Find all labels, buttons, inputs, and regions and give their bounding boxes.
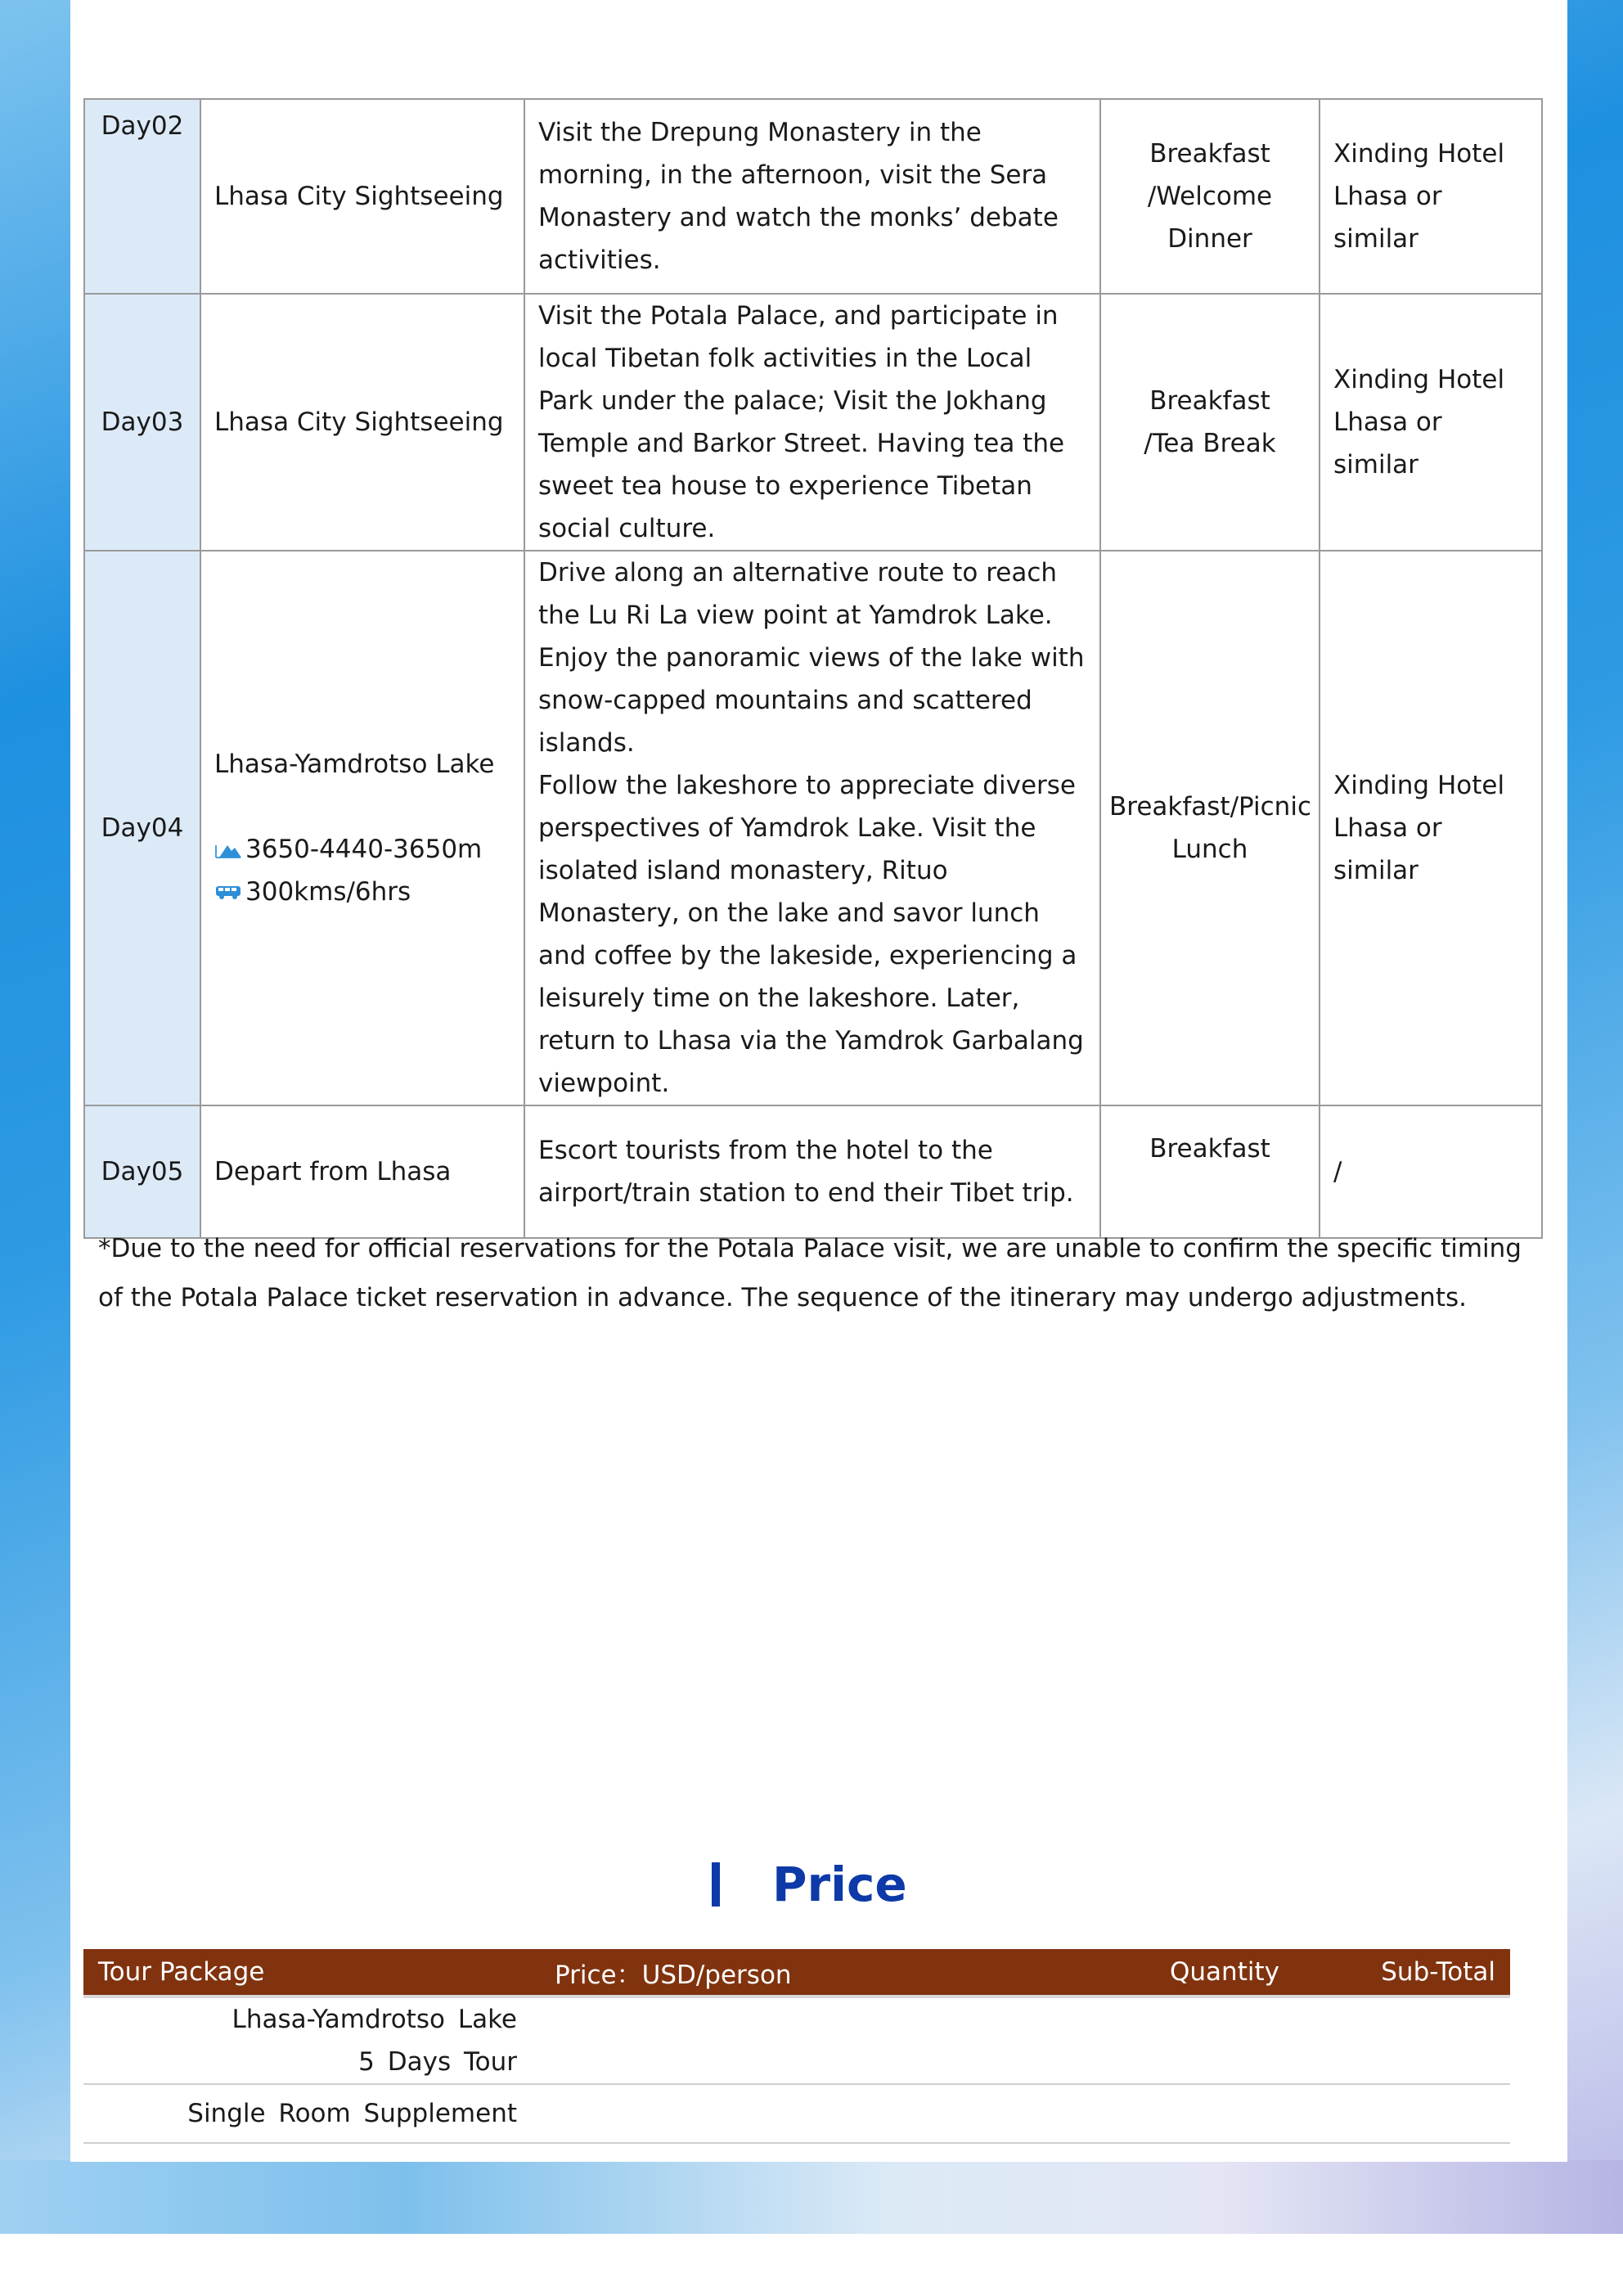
title-bar-marker <box>712 1862 720 1907</box>
price-row <box>83 1997 1510 2084</box>
meal-line: Lunch <box>1171 835 1248 864</box>
package-cell <box>83 2084 542 2143</box>
meal-line: /Tea Break <box>1144 429 1276 458</box>
route-name: Lhasa-Yamdrotso Lake <box>214 750 495 779</box>
route-cell: Lhasa City Sightseeing <box>200 99 524 294</box>
quantity-cell <box>1016 1997 1343 2084</box>
page-frame-bottom <box>0 2160 1623 2234</box>
price-cell <box>542 2084 1016 2143</box>
reservation-note: *Due to the need for official reservations for the Potala Palace visit, we are unable to confirm the specific timing of the Potala Palace ticket reservation in advance. The sequence of the itinerary may undergo adjustments. <box>98 1234 1522 1312</box>
description-cell: Escort tourists from the hotel to the airport/train station to end their Tibet trip. <box>524 1105 1100 1238</box>
meals-cell <box>1100 551 1320 1105</box>
hotel-line: Xinding Hotel <box>1333 139 1505 169</box>
price-row <box>83 2084 1510 2143</box>
hotel-cell <box>1320 294 1542 551</box>
package-line: 5 Days Tour <box>358 2047 517 2077</box>
hotel-cell <box>1320 99 1542 294</box>
day-label: Day04 <box>84 551 200 1105</box>
hotel-cell <box>1320 551 1542 1105</box>
subtotal-cell <box>1343 1997 1510 2084</box>
day-label: Day02 <box>84 99 200 294</box>
meal-line: /Welcome <box>1147 182 1273 211</box>
itinerary-table <box>83 98 1543 1239</box>
day-label: Day03 <box>84 294 200 551</box>
altitude-row <box>214 828 510 871</box>
header-subtotal: Sub-Total <box>1343 1949 1510 1997</box>
itinerary-row-day05 <box>84 1105 1542 1238</box>
hotel-line: Xinding Hotel <box>1333 365 1505 394</box>
description-cell <box>524 551 1100 1105</box>
price-title-text: Price <box>772 1857 907 1912</box>
description-cell: Visit the Potala Palace, and participate in local Tibetan folk activities in the Local Park under the palace; Visit the Jokhang Temple and Barkor Street. Having tea the sweet tea house to experience Tibetan social culture. <box>524 294 1100 551</box>
header-price: Price：USD/person <box>542 1949 1016 1997</box>
meal-line: Breakfast <box>1149 386 1270 416</box>
description-part2: Follow the lakeshore to appreciate diverse perspectives of Yamdrok Lake. Visit the isolated island monastery, Rituo Monastery, on the lake and savor lunch and coffee by the lakeside, experiencing a leisurely time on the lakeshore. Later, return to Lhasa via the Yamdrok Garbalang viewpoint. <box>538 771 1084 1098</box>
meal-line: Breakfast <box>1149 139 1270 169</box>
package-line: Lhasa-Yamdrotso Lake <box>232 2005 517 2034</box>
header-tour-package: Tour Package <box>83 1949 542 1997</box>
itinerary-row-day04 <box>84 551 1542 1105</box>
bus-icon <box>214 883 245 901</box>
day-label: Day05 <box>84 1105 200 1238</box>
route-cell: Depart from Lhasa <box>200 1105 524 1238</box>
hotel-cell <box>1320 1105 1542 1238</box>
meals-cell <box>1100 99 1320 294</box>
meals-cell <box>1100 1105 1320 1238</box>
quantity-cell <box>1016 2084 1343 2143</box>
description-cell: Visit the Drepung Monastery in the morning, in the afternoon, visit the Sera Monastery and watch the monks’ debate activities. <box>524 99 1100 294</box>
hotel-line: Lhasa or similar <box>1333 182 1442 254</box>
price-section-title <box>712 1848 907 1921</box>
meal-line: Breakfast/Picnic <box>1109 792 1311 822</box>
price-header-row <box>83 1949 1510 1997</box>
meal-line: Dinner <box>1167 224 1252 254</box>
meals-cell <box>1100 294 1320 551</box>
distance-text: 300kms/6hrs <box>245 877 411 907</box>
mountain-icon <box>214 840 245 858</box>
price-table <box>83 1949 1510 2144</box>
itinerary-row-day03 <box>84 294 1542 551</box>
subtotal-cell <box>1343 2084 1510 2143</box>
hotel-line: Xinding Hotel <box>1333 771 1505 800</box>
header-quantity: Quantity <box>1016 1949 1343 1997</box>
hotel-line: Lhasa or similar <box>1333 407 1442 479</box>
description-part1: Drive along an alternative route to reach the Lu Ri La view point at Yamdrok Lake. Enjoy the panoramic views of the lake with snow-capped mountains and scattered islands. <box>538 558 1085 758</box>
distance-row <box>214 871 510 913</box>
hotel-line: / <box>1333 1157 1342 1186</box>
route-cell: Lhasa City Sightseeing <box>200 294 524 551</box>
meal-line: Breakfast <box>1149 1134 1270 1164</box>
itinerary-row-day02 <box>84 99 1542 294</box>
hotel-line: Lhasa or similar <box>1333 813 1442 885</box>
price-cell <box>542 1997 1016 2084</box>
package-line: Single Room Supplement <box>187 2099 517 2128</box>
route-cell <box>200 551 524 1105</box>
altitude-text: 3650-4440-3650m <box>245 835 483 864</box>
package-cell <box>83 1997 542 2084</box>
